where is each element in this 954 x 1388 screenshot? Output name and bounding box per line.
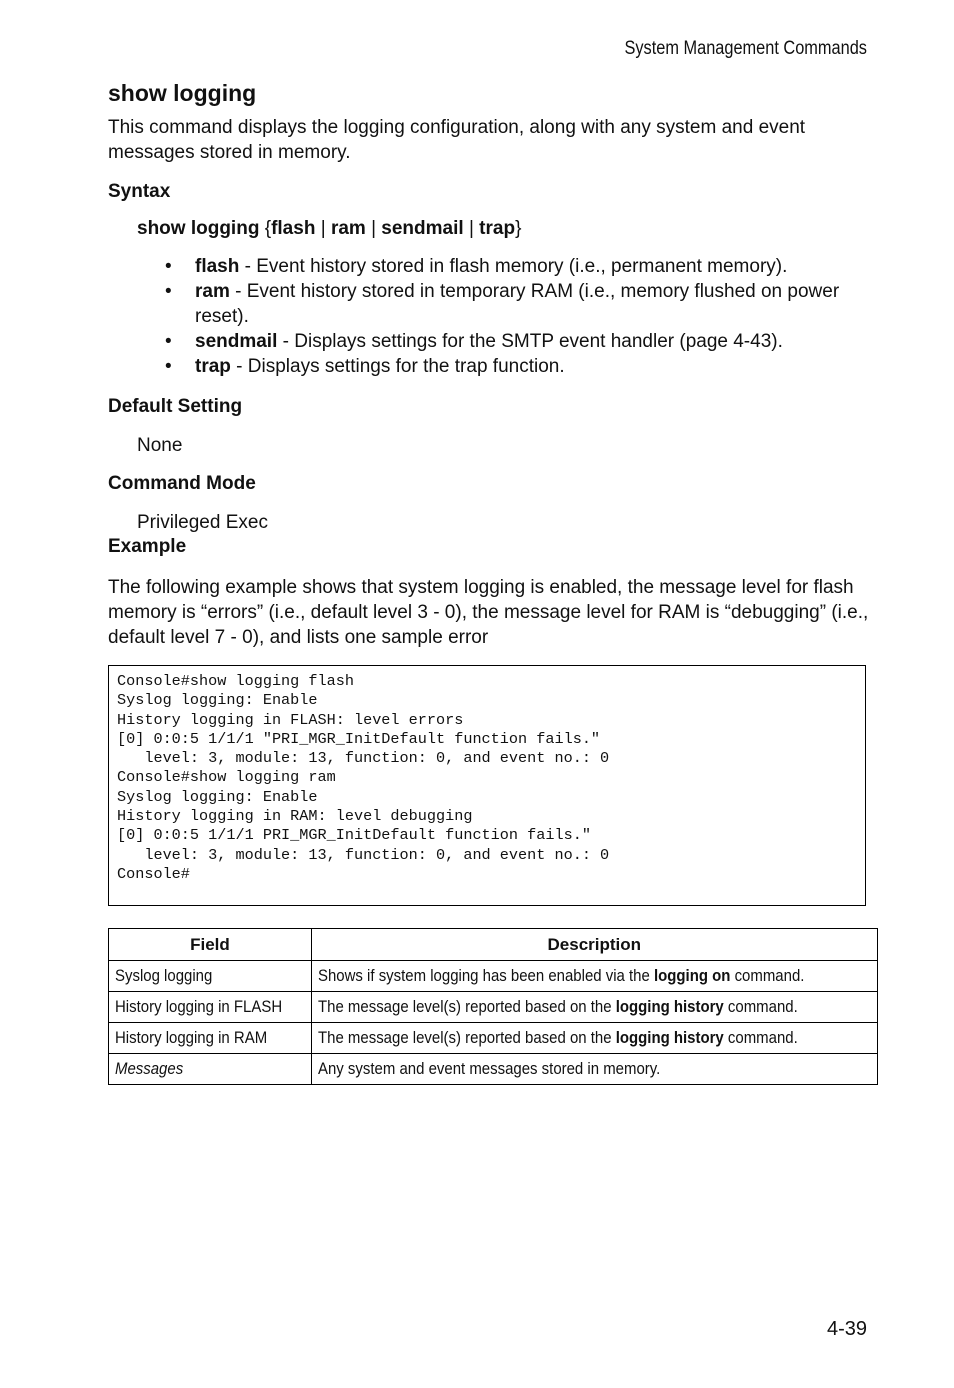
code-line: Syslog logging: Enable	[117, 691, 318, 710]
syntax-open-brace: {	[264, 218, 272, 239]
parameter-name: flash	[195, 256, 240, 277]
column-header-description: Description	[311, 929, 877, 961]
code-line: level: 3, module: 13, function: 0, and event no.: 0	[117, 845, 610, 864]
parameter-desc: - Displays settings for the trap function.	[230, 356, 565, 377]
default-setting-heading: Default Setting	[108, 396, 243, 417]
syntax-option: trap	[479, 218, 516, 239]
command-mode-heading: Command Mode	[108, 473, 256, 494]
parameter-item	[165, 279, 845, 329]
field-cell	[109, 1023, 312, 1054]
parameter-list	[165, 254, 845, 379]
description-text: The message level(s) reported based on the	[317, 997, 616, 1016]
table-row	[109, 1054, 878, 1085]
table-row	[109, 961, 878, 992]
syntax-close-brace: }	[515, 218, 522, 239]
description-command: logging history	[615, 997, 724, 1016]
description-text: command.	[723, 1028, 798, 1047]
description-text: command.	[730, 966, 805, 985]
parameter-name: ram	[195, 281, 230, 302]
description-command: logging history	[615, 1028, 724, 1047]
field-name: Syslog logging	[115, 966, 213, 985]
syntax-separator: |	[320, 218, 326, 239]
table-row	[109, 1023, 878, 1054]
syntax-separator: |	[371, 218, 377, 239]
parameter-desc: - Event history stored in flash memory (i.e., permanent memory).	[239, 256, 788, 277]
field-name: History logging in FLASH	[115, 997, 283, 1016]
code-line: Console#show logging ram	[117, 768, 336, 787]
description-text: command.	[723, 997, 798, 1016]
code-line: Syslog logging: Enable	[117, 787, 318, 806]
syntax-heading: Syntax	[108, 181, 171, 202]
syntax-option: ram	[330, 218, 366, 239]
description-text: Any system and event messages stored in memory.	[317, 1059, 661, 1078]
description-text: The message level(s) reported based on the	[317, 1028, 616, 1047]
field-cell	[109, 992, 312, 1023]
syntax-line	[137, 216, 521, 241]
parameter-name: trap	[195, 356, 231, 377]
parameter-desc: - Event history stored in temporary RAM (i.e., memory flushed on power reset).	[195, 281, 840, 327]
default-setting-value: None	[137, 435, 183, 456]
example-paragraph: The following example shows that system logging is enabled, the message level for flash memory is “errors” (i.e., default level 3 - 0), the message level for RAM is “debugging” (i.e., default level 7 - 0), and lists one sample error	[108, 577, 869, 648]
parameter-item	[165, 329, 845, 354]
field-description-table	[108, 928, 878, 1085]
syntax-option: sendmail	[381, 218, 464, 239]
description-text: Shows if system logging has been enabled via the	[317, 966, 654, 985]
command-mode-value: Privileged Exec	[137, 512, 268, 533]
parameter-name: sendmail	[195, 331, 278, 352]
code-example	[108, 665, 866, 906]
intro-paragraph: This command displays the logging configuration, along with any system and event messages stored in memory.	[108, 117, 806, 163]
syntax-command: show logging	[137, 218, 260, 239]
description-cell	[311, 961, 877, 992]
description-cell	[311, 1023, 877, 1054]
description-cell	[311, 992, 877, 1023]
page-number: 4-39	[826, 1318, 867, 1340]
running-header: System Management Commands	[624, 38, 867, 59]
code-line: level: 3, module: 13, function: 0, and event no.: 0	[117, 749, 610, 768]
description-command: logging on	[653, 966, 731, 985]
field-name: History logging in RAM	[115, 1028, 268, 1047]
table-row	[109, 992, 878, 1023]
page-title: show logging	[108, 80, 257, 106]
column-header-field: Field	[109, 929, 312, 961]
syntax-option: flash	[271, 218, 316, 239]
code-line: History logging in FLASH: level errors	[117, 710, 464, 729]
syntax-separator: |	[468, 218, 474, 239]
code-line: Console#	[117, 864, 190, 883]
code-line: [0] 0:0:5 1/1/1 "PRI_MGR_InitDefault function fails."	[117, 729, 601, 748]
table-header-row	[109, 929, 878, 961]
parameter-item	[165, 354, 845, 379]
parameter-desc: - Displays settings for the SMTP event handler (page 4-43).	[277, 331, 783, 352]
parameter-item	[165, 254, 845, 279]
field-cell	[109, 961, 312, 992]
code-line: [0] 0:0:5 1/1/1 PRI_MGR_InitDefault function fails."	[117, 826, 591, 845]
field-cell	[109, 1054, 312, 1085]
code-line: Console#show logging flash	[117, 672, 354, 690]
example-heading: Example	[108, 536, 187, 557]
description-cell	[311, 1054, 877, 1085]
code-line: History logging in RAM: level debugging	[117, 807, 473, 826]
field-name: Messages	[115, 1059, 184, 1078]
